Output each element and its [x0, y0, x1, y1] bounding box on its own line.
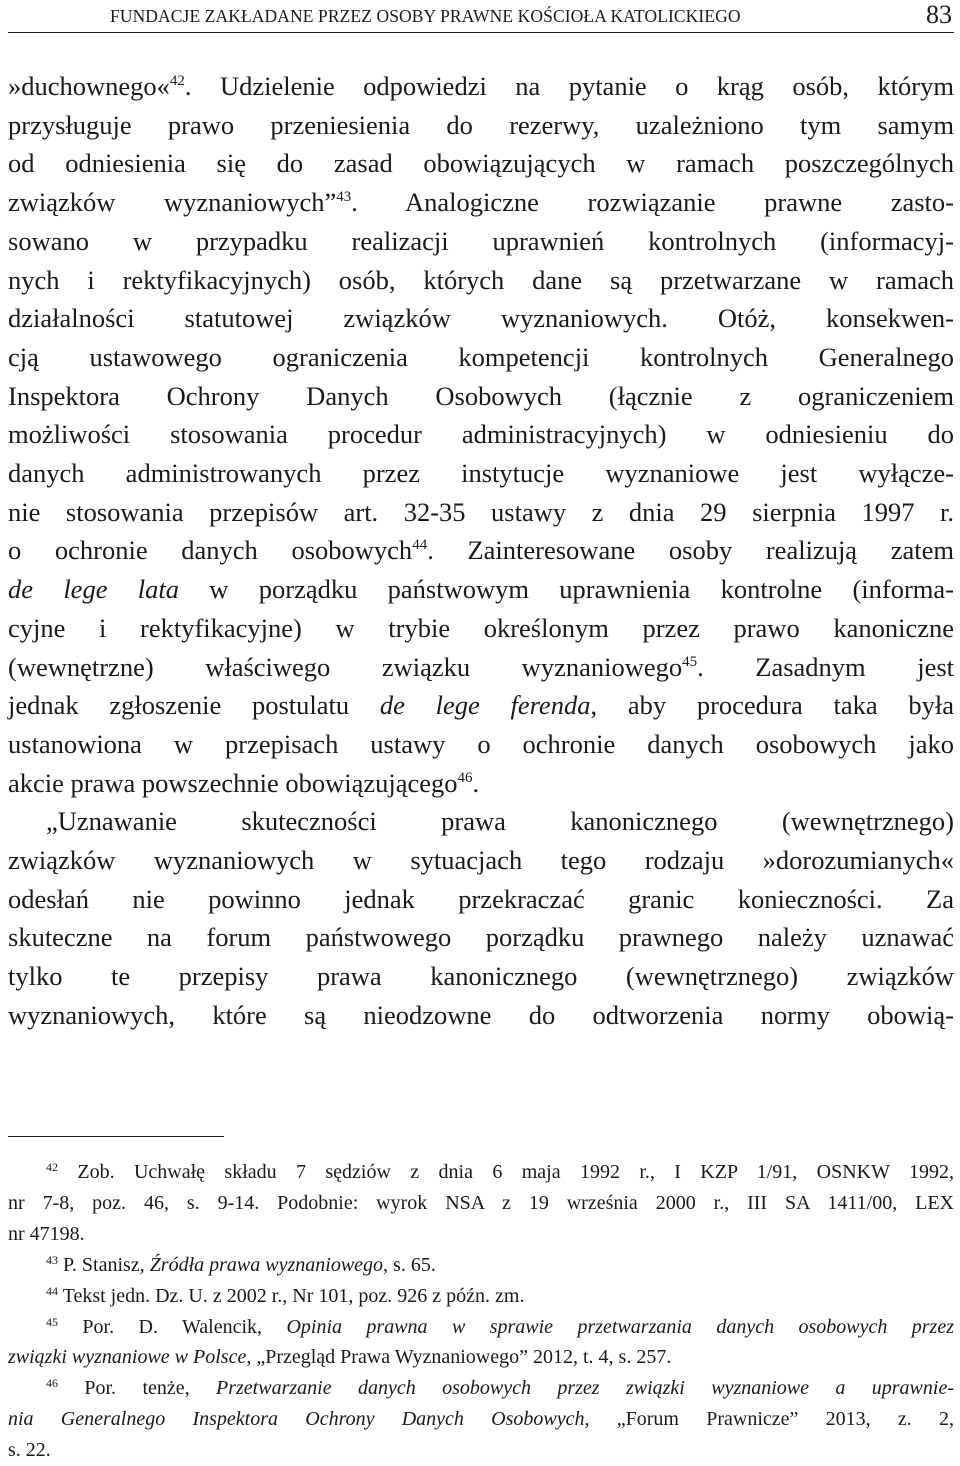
page-number: 83 — [926, 0, 952, 29]
text-line: »duchownego«$^{42}$. Udzielenie odpowiedzi na pytanie o krąg osób, którym — [8, 71, 954, 101]
footnote-ref-46[interactable]: 46 — [457, 769, 473, 786]
text-line: przysługuje prawo przeniesienia do rezerwy, uzależniono tym samym — [8, 109, 954, 140]
text-line: akcie prawa powszechnie obowiązującego$^{46}$. — [8, 767, 480, 798]
footnotes — [8, 1157, 954, 1466]
text-line: jednak zgłoszenie postulatu de lege ferenda, aby procedura taka była — [8, 690, 954, 721]
footnote-line: nr 7-8, poz. 46, s. 9-14. Podobnie: wyrok NSA z 19 września 2000 r., III SA 1411/00, LEX — [8, 1191, 954, 1214]
footnote-line: nr 47198. — [8, 1222, 85, 1245]
text-line: związków wyznaniowych w sytuacjach tego rodzaju »dorozumianych« — [8, 845, 954, 876]
text-line: de lege lata w porządku państwowym uprawnienia kontrolne (informa- — [8, 574, 954, 605]
footnote-separator — [8, 1136, 224, 1137]
running-title: FUNDACJE ZAKŁADANE PRZEZ OSOBY PRAWNE KOŚCIOŁA KATOLICKIEGO — [110, 6, 741, 26]
footnote-ref-45[interactable]: 45 — [682, 653, 698, 670]
book-page — [8, 0, 955, 1462]
text-line: wyznaniowych, które są nieodzowne do odtworzenia normy obowią- — [8, 999, 954, 1030]
text-line: „Uznawanie skuteczności prawa kanonicznego (wewnętrznego) — [46, 806, 954, 837]
text-line: danych administrowanych przez instytucje wyznaniowe jest wyłącze- — [8, 458, 954, 489]
text-line: o ochronie danych osobowych$^{44}$. Zainteresowane osoby realizują zatem — [8, 535, 954, 566]
text-line: nie stosowania przepisów art. 32-35 ustawy z dnia 29 sierpnia 1997 r. — [8, 496, 954, 527]
text-line: tylko te przepisy prawa kanonicznego (wewnętrznego) związków — [8, 961, 954, 992]
text-line: możliwości stosowania procedur administracyjnych) w odniesieniu do — [8, 419, 954, 450]
text-line: ustanowiona w przepisach ustawy o ochronie danych osobowych jako — [8, 728, 954, 759]
text-line: nych i rektyfikacyjnych) osób, których dane są przetwarzane w ramach — [8, 264, 954, 295]
text-line: (wewnętrzne) właściwego związku wyznaniowego$^{45}$. Zasadnym jest — [8, 651, 955, 682]
footnote-42: $^{42}$ Zob. Uchwałę składu 7 sędziów z dnia 6 maja 1992 r., I KZP 1/91, OSNKW 1992, — [46, 1160, 954, 1183]
footnote-ref-42[interactable]: 42 — [169, 73, 185, 89]
footnote-43: $^{43}$ P. Stanisz, Źródła prawa wyznaniowego, s. 65. — [46, 1252, 436, 1276]
text-line: działalności statutowej związków wyznaniowych. Otóż, konsekwen- — [8, 303, 954, 334]
latin-term: de lege lata — [8, 574, 179, 605]
running-header — [8, 0, 954, 33]
footnote-line: związki wyznaniowe w Polsce, „Przegląd Prawa Wyznaniowego” 2012, t. 4, s. 257. — [8, 1346, 672, 1369]
text-line: cją ustawowego ograniczenia kompetencji kontrolnych Generalnego — [8, 341, 954, 372]
footnote-45: $^{45}$ Por. D. Walencik, Opinia prawna w sprawie przetwarzania danych osobowych przez — [46, 1314, 955, 1338]
latin-term: de lege ferenda — [379, 690, 591, 721]
text-line: odesłań nie powinno jednak przekraczać granic konieczności. Za — [8, 883, 954, 914]
text-line: sowano w przypadku realizacji uprawnień kontrolnych (informacyj- — [8, 225, 954, 256]
text-line: od odniesienia się do zasad obowiązujących w ramach poszczególnych — [8, 148, 954, 179]
footnote-ref-44[interactable]: 44 — [412, 537, 428, 554]
footnote-44: $^{44}$ Tekst jedn. Dz. U. z 2002 r., Nr 101, poz. 926 z późn. zm. — [46, 1283, 525, 1307]
footnote-ref-43[interactable]: 43 — [336, 189, 352, 206]
text-line: cyjne i rektyfikacyjne) w trybie określonym przez prawo kanoniczne — [8, 612, 954, 643]
text-line: związków wyznaniowych”$^{43}$. Analogiczne rozwiązanie prawne zasto- — [8, 187, 954, 218]
text-line: Inspektora Ochrony Danych Osobowych (łącznie z ograniczeniem — [8, 380, 954, 411]
footnote-line: s. 22. — [8, 1439, 51, 1462]
footnote-line: nia Generalnego Inspektora Ochrony Danych Osobowych, „Forum Prawnicze” 2013, z. 2, — [8, 1408, 954, 1431]
footnote-46: $^{46}$ Por. tenże, Przetwarzanie danych osobowych przez związki wyznaniowe a uprawnie- — [46, 1376, 954, 1400]
text-line: skuteczne na forum państwowego porządku prawnego należy uznawać — [8, 922, 954, 953]
main-text — [8, 67, 954, 1035]
